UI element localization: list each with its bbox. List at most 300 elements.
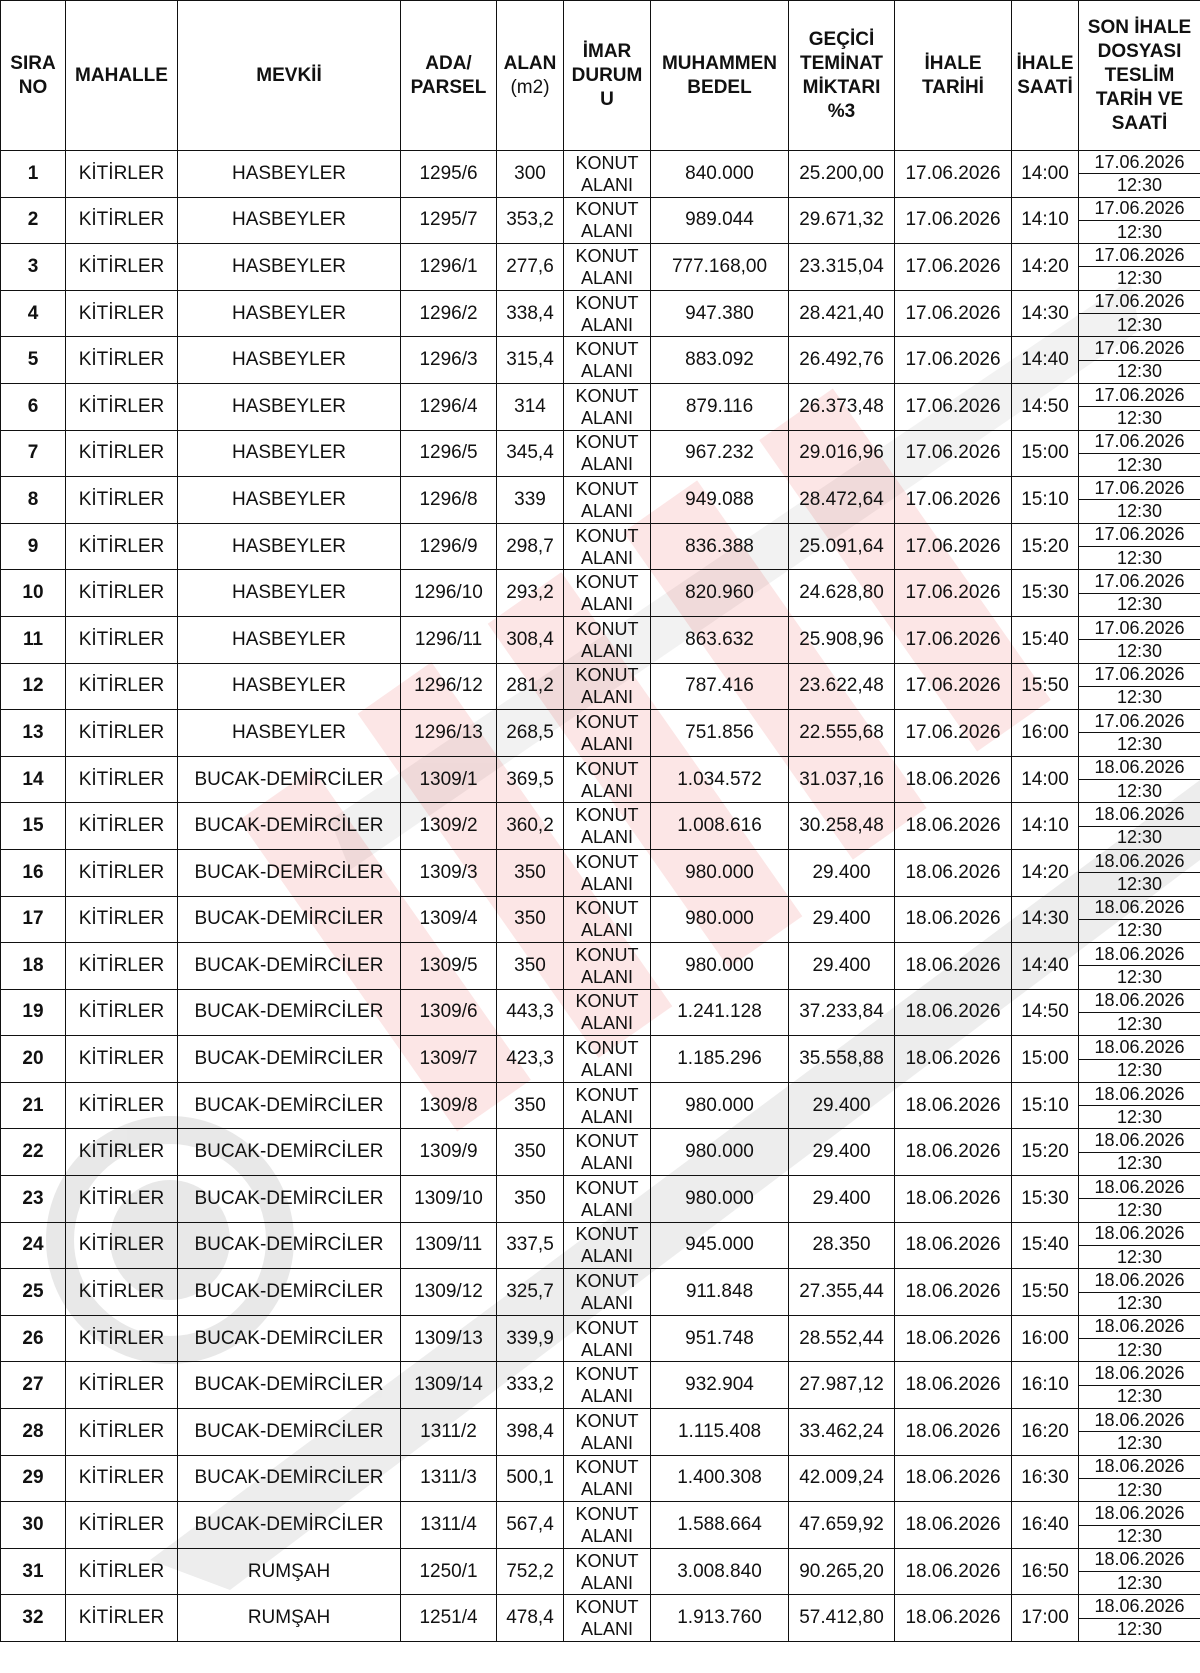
imar-line: KONUT [575, 758, 639, 779]
cell-son-ihale [1079, 1548, 1200, 1595]
cell-mahalle: KİTİRLER [66, 337, 178, 384]
cell-mevkii: BUCAK-DEMİRCİLER [178, 1315, 401, 1362]
cell-gecici-teminat: 25.908,96 [789, 616, 895, 663]
son-ihale-tarih: 17.06.2026 [1079, 570, 1200, 593]
cell-imar-durumu [564, 1502, 651, 1549]
imar-line: KONUT [575, 805, 639, 826]
cell-ihale-tarihi: 18.06.2026 [895, 1129, 1012, 1176]
cell-son-ihale [1079, 756, 1200, 803]
cell-mevkii: BUCAK-DEMİRCİLER [178, 849, 401, 896]
cell-gecici-teminat: 24.628,80 [789, 570, 895, 617]
imar-line: KONUT [575, 1084, 639, 1105]
header-ada-parsel [401, 1, 497, 151]
cell-imar-durumu [564, 663, 651, 710]
imar-line: KONUT [575, 1038, 639, 1059]
cell-muhammen-bedel: 967.232 [651, 430, 789, 477]
cell-muhammen-bedel: 980.000 [651, 943, 789, 990]
son-ihale-tarih: 18.06.2026 [1079, 850, 1200, 873]
cell-son-ihale [1079, 1222, 1200, 1269]
imar-line: KONUT [575, 152, 639, 173]
cell-sira-no: 14 [1, 756, 66, 803]
cell-sira-no: 22 [1, 1129, 66, 1176]
cell-alan: 752,2 [497, 1548, 564, 1595]
cell-sira-no: 15 [1, 803, 66, 850]
cell-mahalle: KİTİRLER [66, 1036, 178, 1083]
table-row [1, 383, 1200, 430]
imar-line: ALANI [580, 687, 634, 708]
imar-line: KONUT [575, 1504, 639, 1525]
son-ihale-saat: 12:30 [1116, 1293, 1163, 1314]
cell-mevkii: BUCAK-DEMİRCİLER [178, 1036, 401, 1083]
cell-alan: 350 [497, 1176, 564, 1223]
cell-imar-durumu [564, 1129, 651, 1176]
son-ihale-tarih: 18.06.2026 [1079, 757, 1200, 780]
son-ihale-saat: 12:30 [1116, 967, 1163, 988]
cell-muhammen-bedel: 3.008.840 [651, 1548, 789, 1595]
header-imar-durumu [564, 1, 651, 151]
son-ihale-saat: 12:30 [1116, 687, 1163, 708]
imar-line: KONUT [575, 1550, 639, 1571]
header-line: SIRA [10, 52, 56, 74]
cell-imar-durumu [564, 803, 651, 850]
son-ihale-tarih: 18.06.2026 [1079, 803, 1200, 826]
cell-ihale-tarihi: 17.06.2026 [895, 151, 1012, 198]
cell-ihale-saati: 14:20 [1012, 849, 1079, 896]
cell-ihale-saati: 15:40 [1012, 1222, 1079, 1269]
cell-alan: 277,6 [497, 244, 564, 291]
son-ihale-saat: 12:30 [1116, 407, 1163, 428]
cell-mahalle: KİTİRLER [66, 896, 178, 943]
cell-ihale-tarihi: 18.06.2026 [895, 1176, 1012, 1223]
cell-imar-durumu [564, 244, 651, 291]
imar-line: KONUT [575, 1271, 639, 1292]
son-ihale-saat: 12:30 [1116, 361, 1163, 382]
header-line: %3 [827, 100, 856, 122]
cell-imar-durumu [564, 756, 651, 803]
cell-mahalle: KİTİRLER [66, 989, 178, 1036]
son-ihale-tarih: 18.06.2026 [1079, 1502, 1200, 1525]
cell-son-ihale [1079, 337, 1200, 384]
cell-imar-durumu [564, 896, 651, 943]
cell-son-ihale [1079, 1502, 1200, 1549]
cell-mahalle: KİTİRLER [66, 943, 178, 990]
cell-imar-durumu [564, 1176, 651, 1223]
header-line: (m2) [510, 76, 550, 98]
cell-sira-no: 3 [1, 244, 66, 291]
cell-alan: 478,4 [497, 1595, 564, 1642]
cell-ihale-saati: 17:00 [1012, 1595, 1079, 1642]
cell-sira-no: 1 [1, 151, 66, 198]
header-line: İHALE [1016, 52, 1074, 74]
cell-mevkii: BUCAK-DEMİRCİLER [178, 896, 401, 943]
son-ihale-saat: 12:30 [1116, 1386, 1163, 1407]
son-ihale-tarih: 17.06.2026 [1079, 384, 1200, 407]
cell-ada-parsel: 1309/7 [401, 1036, 497, 1083]
son-ihale-tarih: 18.06.2026 [1079, 1176, 1200, 1199]
cell-gecici-teminat: 27.355,44 [789, 1269, 895, 1316]
header-gecici-teminat [789, 1, 895, 151]
cell-ihale-saati: 15:20 [1012, 1129, 1079, 1176]
cell-mevkii: HASBEYLER [178, 383, 401, 430]
cell-alan: 350 [497, 849, 564, 896]
cell-ihale-tarihi: 18.06.2026 [895, 803, 1012, 850]
imar-line: KONUT [575, 572, 639, 593]
cell-ihale-saati: 16:20 [1012, 1409, 1079, 1456]
cell-ihale-saati: 14:00 [1012, 151, 1079, 198]
cell-ihale-saati: 14:00 [1012, 756, 1079, 803]
cell-sira-no: 20 [1, 1036, 66, 1083]
cell-son-ihale [1079, 1409, 1200, 1456]
cell-imar-durumu [564, 616, 651, 663]
imar-line: KONUT [575, 245, 639, 266]
imar-line: ALANI [580, 1386, 634, 1407]
table-row [1, 710, 1200, 757]
imar-line: KONUT [575, 665, 639, 686]
imar-line: KONUT [575, 1597, 639, 1618]
cell-ihale-tarihi: 17.06.2026 [895, 616, 1012, 663]
cell-ada-parsel: 1309/5 [401, 943, 497, 990]
cell-son-ihale [1079, 943, 1200, 990]
cell-ada-parsel: 1296/13 [401, 710, 497, 757]
cell-mevkii: HASBEYLER [178, 244, 401, 291]
cell-imar-durumu [564, 1548, 651, 1595]
cell-imar-durumu [564, 1222, 651, 1269]
son-ihale-tarih: 18.06.2026 [1079, 990, 1200, 1013]
cell-mahalle: KİTİRLER [66, 1502, 178, 1549]
son-ihale-tarih: 18.06.2026 [1079, 1083, 1200, 1106]
cell-ihale-tarihi: 17.06.2026 [895, 523, 1012, 570]
header-line: SAATİ [1017, 76, 1073, 98]
cell-sira-no: 13 [1, 710, 66, 757]
cell-mahalle: KİTİRLER [66, 1548, 178, 1595]
cell-ihale-tarihi: 18.06.2026 [895, 989, 1012, 1036]
imar-line: ALANI [580, 1572, 634, 1593]
cell-ihale-tarihi: 17.06.2026 [895, 197, 1012, 244]
imar-line: ALANI [580, 1479, 634, 1500]
cell-son-ihale [1079, 849, 1200, 896]
cell-mevkii: HASBEYLER [178, 430, 401, 477]
cell-muhammen-bedel: 787.416 [651, 663, 789, 710]
cell-mevkii: RUMŞAH [178, 1548, 401, 1595]
cell-muhammen-bedel: 883.092 [651, 337, 789, 384]
son-ihale-saat: 12:30 [1116, 780, 1163, 801]
cell-ihale-tarihi: 18.06.2026 [895, 1455, 1012, 1502]
cell-sira-no: 16 [1, 849, 66, 896]
cell-gecici-teminat: 27.987,12 [789, 1362, 895, 1409]
cell-imar-durumu [564, 943, 651, 990]
son-ihale-saat: 12:30 [1116, 1153, 1163, 1174]
cell-sira-no: 23 [1, 1176, 66, 1223]
son-ihale-saat: 12:30 [1116, 1246, 1163, 1267]
cell-ihale-saati: 15:50 [1012, 663, 1079, 710]
table-row [1, 1176, 1200, 1223]
imar-line: KONUT [575, 618, 639, 639]
cell-mahalle: KİTİRLER [66, 197, 178, 244]
cell-ihale-saati: 14:50 [1012, 383, 1079, 430]
son-ihale-saat: 12:30 [1116, 1106, 1163, 1127]
cell-son-ihale [1079, 1315, 1200, 1362]
cell-ihale-saati: 14:30 [1012, 290, 1079, 337]
imar-line: ALANI [580, 454, 634, 475]
imar-line: ALANI [580, 1060, 634, 1081]
son-ihale-tarih: 17.06.2026 [1079, 337, 1200, 360]
cell-muhammen-bedel: 820.960 [651, 570, 789, 617]
cell-ihale-saati: 14:10 [1012, 197, 1079, 244]
cell-mahalle: KİTİRLER [66, 523, 178, 570]
cell-ihale-saati: 14:30 [1012, 896, 1079, 943]
cell-sira-no: 28 [1, 1409, 66, 1456]
table-row [1, 151, 1200, 198]
cell-ihale-tarihi: 18.06.2026 [895, 1082, 1012, 1129]
imar-line: KONUT [575, 1317, 639, 1338]
son-ihale-tarih: 17.06.2026 [1079, 710, 1200, 733]
table-row [1, 849, 1200, 896]
cell-mahalle: KİTİRLER [66, 803, 178, 850]
header-row [1, 1, 1200, 151]
cell-ada-parsel: 1309/10 [401, 1176, 497, 1223]
table-row [1, 1036, 1200, 1083]
table-row [1, 1315, 1200, 1362]
son-ihale-tarih: 18.06.2026 [1079, 1269, 1200, 1292]
imar-line: ALANI [580, 267, 634, 288]
cell-gecici-teminat: 25.091,64 [789, 523, 895, 570]
header-sira-no [1, 1, 66, 151]
cell-ada-parsel: 1295/6 [401, 151, 497, 198]
header-line: TARİHİ [922, 76, 984, 98]
cell-imar-durumu [564, 430, 651, 477]
cell-son-ihale [1079, 1036, 1200, 1083]
cell-gecici-teminat: 28.350 [789, 1222, 895, 1269]
table-row [1, 896, 1200, 943]
cell-mahalle: KİTİRLER [66, 1409, 178, 1456]
cell-ihale-saati: 16:40 [1012, 1502, 1079, 1549]
cell-mahalle: KİTİRLER [66, 1315, 178, 1362]
cell-alan: 281,2 [497, 663, 564, 710]
cell-alan: 298,7 [497, 523, 564, 570]
cell-ada-parsel: 1296/4 [401, 383, 497, 430]
cell-muhammen-bedel: 1.008.616 [651, 803, 789, 850]
son-ihale-tarih: 18.06.2026 [1079, 1456, 1200, 1479]
cell-ihale-tarihi: 17.06.2026 [895, 244, 1012, 291]
imar-line: ALANI [580, 1432, 634, 1453]
cell-son-ihale [1079, 989, 1200, 1036]
cell-gecici-teminat: 29.400 [789, 1129, 895, 1176]
cell-gecici-teminat: 28.421,40 [789, 290, 895, 337]
cell-mahalle: KİTİRLER [66, 756, 178, 803]
cell-imar-durumu [564, 1455, 651, 1502]
cell-son-ihale [1079, 710, 1200, 757]
header-line: BEDEL [687, 76, 752, 98]
cell-son-ihale [1079, 1176, 1200, 1223]
imar-line: ALANI [580, 1199, 634, 1220]
cell-gecici-teminat: 22.555,68 [789, 710, 895, 757]
imar-line: KONUT [575, 199, 639, 220]
cell-ihale-saati: 16:10 [1012, 1362, 1079, 1409]
cell-sira-no: 6 [1, 383, 66, 430]
son-ihale-tarih: 18.06.2026 [1079, 1362, 1200, 1385]
cell-sira-no: 12 [1, 663, 66, 710]
cell-sira-no: 8 [1, 477, 66, 524]
cell-mahalle: KİTİRLER [66, 710, 178, 757]
cell-muhammen-bedel: 1.034.572 [651, 756, 789, 803]
imar-line: ALANI [580, 1619, 634, 1640]
cell-ihale-tarihi: 17.06.2026 [895, 477, 1012, 524]
imar-line: KONUT [575, 525, 639, 546]
cell-alan: 337,5 [497, 1222, 564, 1269]
cell-ihale-tarihi: 18.06.2026 [895, 1502, 1012, 1549]
cell-ada-parsel: 1311/3 [401, 1455, 497, 1502]
header-line: GEÇİCİ [808, 28, 875, 50]
son-ihale-saat: 12:30 [1116, 547, 1163, 568]
imar-line: ALANI [580, 1526, 634, 1547]
cell-gecici-teminat: 28.472,64 [789, 477, 895, 524]
cell-sira-no: 30 [1, 1502, 66, 1549]
cell-mevkii: HASBEYLER [178, 570, 401, 617]
cell-ada-parsel: 1309/12 [401, 1269, 497, 1316]
cell-ada-parsel: 1309/6 [401, 989, 497, 1036]
cell-ihale-saati: 15:10 [1012, 1082, 1079, 1129]
table-row [1, 570, 1200, 617]
son-ihale-saat: 12:30 [1116, 314, 1163, 335]
cell-mahalle: KİTİRLER [66, 477, 178, 524]
header-muhammen-bedel [651, 1, 789, 151]
cell-ada-parsel: 1296/2 [401, 290, 497, 337]
cell-sira-no: 32 [1, 1595, 66, 1642]
cell-mevkii: BUCAK-DEMİRCİLER [178, 1129, 401, 1176]
header-ihale-tarihi [895, 1, 1012, 151]
cell-alan: 350 [497, 896, 564, 943]
cell-mahalle: KİTİRLER [66, 1176, 178, 1223]
cell-sira-no: 17 [1, 896, 66, 943]
cell-ihale-saati: 14:40 [1012, 943, 1079, 990]
cell-muhammen-bedel: 911.848 [651, 1269, 789, 1316]
imar-line: KONUT [575, 1457, 639, 1478]
cell-alan: 350 [497, 1129, 564, 1176]
cell-muhammen-bedel: 980.000 [651, 896, 789, 943]
cell-ada-parsel: 1296/3 [401, 337, 497, 384]
table-row [1, 1362, 1200, 1409]
table-row [1, 1595, 1200, 1642]
son-ihale-saat: 12:30 [1116, 1572, 1163, 1593]
cell-ihale-tarihi: 18.06.2026 [895, 1315, 1012, 1362]
cell-son-ihale [1079, 1129, 1200, 1176]
cell-alan: 345,4 [497, 430, 564, 477]
son-ihale-saat: 12:30 [1116, 873, 1163, 894]
cell-muhammen-bedel: 1.588.664 [651, 1502, 789, 1549]
table-row [1, 430, 1200, 477]
cell-sira-no: 2 [1, 197, 66, 244]
son-ihale-saat: 12:30 [1116, 1526, 1163, 1547]
cell-imar-durumu [564, 989, 651, 1036]
cell-mevkii: HASBEYLER [178, 197, 401, 244]
cell-ihale-tarihi: 17.06.2026 [895, 430, 1012, 477]
cell-sira-no: 25 [1, 1269, 66, 1316]
header-line: İMAR [582, 40, 632, 62]
cell-alan: 369,5 [497, 756, 564, 803]
cell-son-ihale [1079, 151, 1200, 198]
cell-gecici-teminat: 25.200,00 [789, 151, 895, 198]
son-ihale-saat: 12:30 [1116, 1339, 1163, 1360]
son-ihale-tarih: 17.06.2026 [1079, 151, 1200, 174]
table-row [1, 989, 1200, 1036]
cell-imar-durumu [564, 383, 651, 430]
son-ihale-tarih: 17.06.2026 [1079, 198, 1200, 221]
cell-mahalle: KİTİRLER [66, 151, 178, 198]
table-row [1, 477, 1200, 524]
cell-gecici-teminat: 23.622,48 [789, 663, 895, 710]
cell-son-ihale [1079, 616, 1200, 663]
cell-ada-parsel: 1296/9 [401, 523, 497, 570]
header-son-ihale [1079, 1, 1200, 151]
cell-mahalle: KİTİRLER [66, 244, 178, 291]
imar-line: ALANI [580, 920, 634, 941]
cell-ada-parsel: 1296/12 [401, 663, 497, 710]
cell-imar-durumu [564, 337, 651, 384]
cell-mahalle: KİTİRLER [66, 663, 178, 710]
cell-ihale-saati: 15:50 [1012, 1269, 1079, 1316]
cell-gecici-teminat: 90.265,20 [789, 1548, 895, 1595]
cell-ihale-saati: 15:30 [1012, 1176, 1079, 1223]
son-ihale-tarih: 17.06.2026 [1079, 291, 1200, 314]
cell-ada-parsel: 1309/3 [401, 849, 497, 896]
cell-mahalle: KİTİRLER [66, 383, 178, 430]
cell-mevkii: HASBEYLER [178, 663, 401, 710]
son-ihale-tarih: 17.06.2026 [1079, 524, 1200, 547]
imar-line: ALANI [580, 547, 634, 568]
cell-mevkii: HASBEYLER [178, 710, 401, 757]
cell-sira-no: 26 [1, 1315, 66, 1362]
son-ihale-tarih: 18.06.2026 [1079, 1595, 1200, 1618]
table-row [1, 616, 1200, 663]
header-line: ALAN [503, 52, 557, 74]
cell-alan: 333,2 [497, 1362, 564, 1409]
cell-alan: 308,4 [497, 616, 564, 663]
cell-muhammen-bedel: 951.748 [651, 1315, 789, 1362]
cell-gecici-teminat: 29.400 [789, 896, 895, 943]
cell-sira-no: 27 [1, 1362, 66, 1409]
son-ihale-tarih: 17.06.2026 [1079, 617, 1200, 640]
cell-muhammen-bedel: 980.000 [651, 1129, 789, 1176]
header-line: PARSEL [410, 76, 487, 98]
imar-line: ALANI [580, 1153, 634, 1174]
cell-imar-durumu [564, 1082, 651, 1129]
cell-alan: 423,3 [497, 1036, 564, 1083]
cell-ihale-tarihi: 18.06.2026 [895, 1222, 1012, 1269]
cell-sira-no: 31 [1, 1548, 66, 1595]
cell-gecici-teminat: 29.400 [789, 1176, 895, 1223]
table-row [1, 1222, 1200, 1269]
cell-gecici-teminat: 26.373,48 [789, 383, 895, 430]
cell-alan: 500,1 [497, 1455, 564, 1502]
cell-mahalle: KİTİRLER [66, 1082, 178, 1129]
cell-ihale-saati: 15:40 [1012, 616, 1079, 663]
cell-ada-parsel: 1296/10 [401, 570, 497, 617]
cell-son-ihale [1079, 383, 1200, 430]
imar-line: KONUT [575, 292, 639, 313]
cell-mevkii: BUCAK-DEMİRCİLER [178, 1409, 401, 1456]
son-ihale-saat: 12:30 [1116, 827, 1163, 848]
imar-line: KONUT [575, 851, 639, 872]
cell-son-ihale [1079, 896, 1200, 943]
cell-gecici-teminat: 29.016,96 [789, 430, 895, 477]
cell-imar-durumu [564, 477, 651, 524]
cell-sira-no: 18 [1, 943, 66, 990]
table-row [1, 337, 1200, 384]
cell-sira-no: 24 [1, 1222, 66, 1269]
cell-alan: 339 [497, 477, 564, 524]
table-row [1, 1548, 1200, 1595]
imar-line: ALANI [580, 407, 634, 428]
